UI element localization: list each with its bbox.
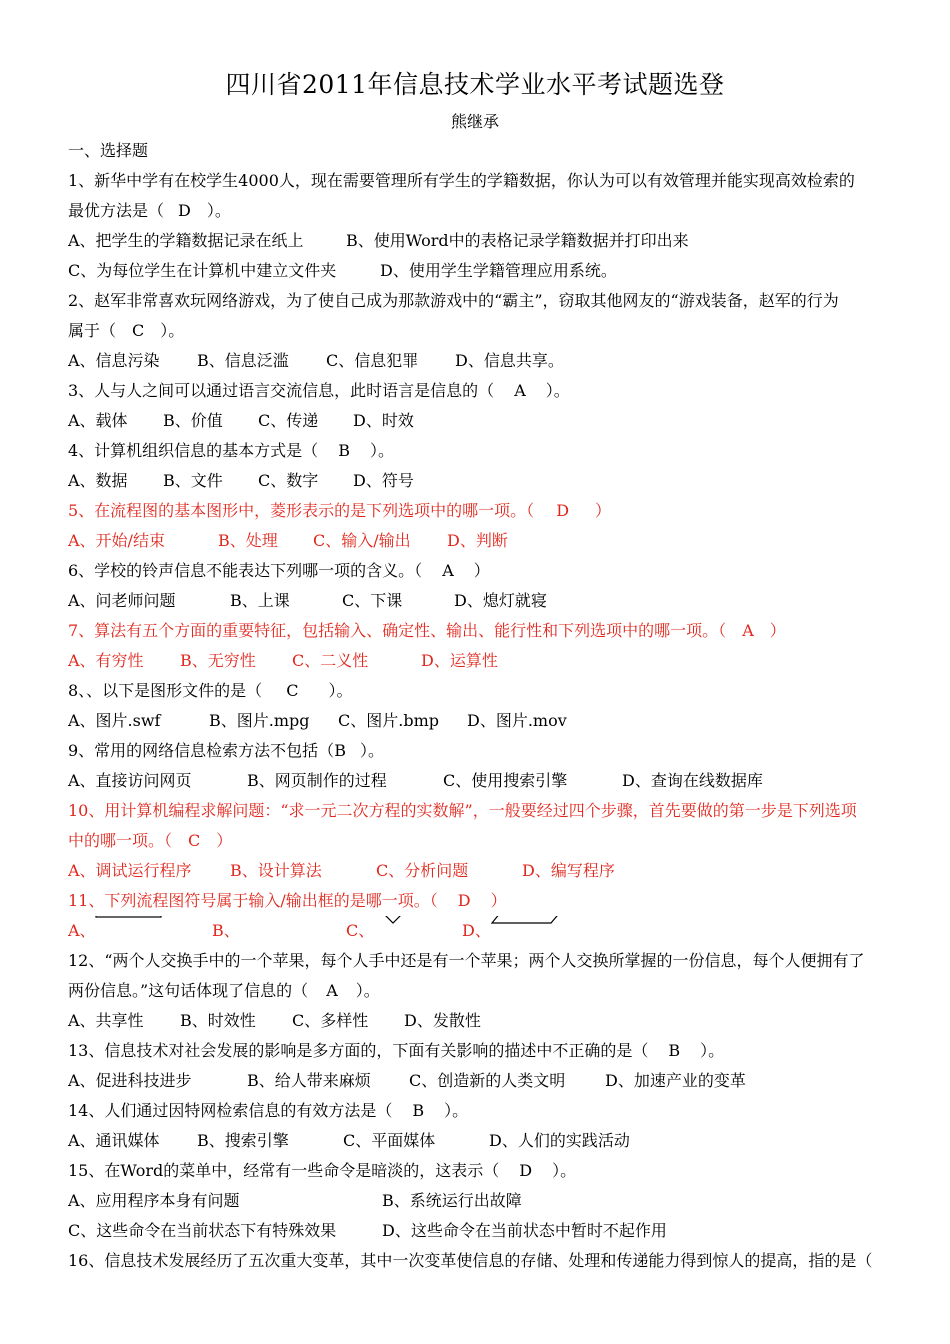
question-8-answer: C	[286, 681, 299, 700]
question-11-options: A、 B、 C、 D、	[68, 916, 883, 946]
question-10-options	[68, 856, 883, 886]
question-13-options	[68, 1066, 883, 1096]
question-7-option-a: A、有穷性	[68, 651, 144, 670]
question-12-text: 12、“两个人交换手中的一个苹果，每个人手中还是有一个苹果；两个人交换所掌握的一份信息，每个人便拥有了	[68, 951, 865, 970]
question-14-options	[68, 1126, 883, 1156]
question-4-options	[68, 466, 883, 496]
question-5-option-a: A、开始/结束	[68, 531, 165, 550]
question-7-option-b: B、无穷性	[180, 651, 256, 670]
question-10-option-c: C、分析问题	[376, 861, 469, 880]
question-8-options	[68, 706, 883, 736]
question-2-answer: C	[132, 321, 145, 340]
question-12-option-c: C、多样性	[292, 1011, 369, 1030]
question-3-options	[68, 406, 883, 436]
question-15-answer: D	[519, 1161, 533, 1180]
rectangle-icon	[95, 916, 163, 920]
question-5-text: 5、在流程图的基本图形中，菱形表示的是下列选项中的哪一项。（ D ）	[68, 496, 883, 526]
question-7-options	[68, 646, 883, 676]
question-15-option-b: B、系统运行出故障	[382, 1191, 522, 1210]
question-5-option-c: C、输入/输出	[313, 531, 411, 550]
question-15-text: 15、在Word的菜单中，经常有一些命令是暗淡的，这表示（ D ）。	[68, 1156, 883, 1186]
question-1-text-cont: 最优方法是（ D ）。	[68, 196, 883, 226]
question-8-option-b: B、图片.mpg	[209, 711, 310, 730]
question-4-option-a: A、数据	[68, 471, 128, 490]
question-10-answer: C	[188, 831, 201, 850]
question-3-answer: A	[514, 381, 526, 400]
question-2-text: 2、赵军非常喜欢玩网络游戏，为了使自己成为那款游戏中的“霸主”，窃取其他网友的“游戏装备，赵军的行为	[68, 291, 839, 310]
question-1-option-c: C、为每位学生在计算机中建立文件夹	[68, 261, 337, 280]
question-14-option-d: D、人们的实践活动	[489, 1131, 630, 1150]
question-10-option-d: D、编写程序	[522, 861, 615, 880]
parallelogram-icon	[491, 916, 575, 928]
question-2-option-c: C、信息犯罪	[326, 351, 419, 370]
question-9-options	[68, 766, 883, 796]
question-15-option-a: A、应用程序本身有问题	[68, 1191, 240, 1210]
question-1-text: 1、新华中学有在校学生4000人，现在需要管理所有学生的学籍数据，你认为可以有效管理并能实现高效检索的	[68, 171, 855, 190]
question-8-text: 8、、以下是图形文件的是（ C ）。	[68, 676, 883, 706]
question-9-text: 9、常用的网络信息检索方法不包括（B ）。	[68, 736, 883, 766]
question-14-option-a: A、通讯媒体	[68, 1131, 160, 1150]
question-1-option-b: B、使用Word中的表格记录学籍数据并打印出来	[346, 231, 689, 250]
question-12-answer: A	[326, 981, 338, 1000]
page-title: 四川省2011年信息技术学业水平考试题选登	[225, 70, 725, 99]
question-3-option-a: A、载体	[68, 411, 128, 430]
question-6-option-d: D、熄灯就寝	[454, 591, 547, 610]
question-12-option-b: B、时效性	[180, 1011, 256, 1030]
question-1-options-row2	[68, 256, 883, 286]
section-heading: 一、选择题	[68, 141, 149, 160]
question-10-option-a: A、调试运行程序	[68, 861, 192, 880]
question-13-answer: B	[668, 1041, 681, 1060]
question-2-option-d: D、信息共享。	[455, 351, 564, 370]
question-5-option-d: D、判断	[447, 531, 508, 550]
author-name: 熊继承	[450, 112, 499, 131]
question-7-text: 7、算法有五个方面的重要特征，包括输入、确定性、输出、能行性和下列选项中的哪一项。（ A ）	[68, 616, 883, 646]
question-5-options	[68, 526, 883, 556]
question-1-options-row1	[68, 226, 883, 256]
question-3-option-d: D、时效	[353, 411, 414, 430]
question-11-text: 11、下列流程图符号属于输入/输出框的是哪一项。（ D ）	[68, 886, 883, 916]
question-14-option-c: C、平面媒体	[343, 1131, 436, 1150]
question-16-text: 16、信息技术发展经历了五次重大变革，其中一次变革使信息的存储、处理和传递能力得到惊人的提高，指的是（	[68, 1251, 873, 1270]
question-4-option-c: C、数字	[258, 471, 319, 490]
question-8-option-a: A、图片.swf	[68, 711, 161, 730]
question-12-option-a: A、共享性	[68, 1011, 144, 1030]
question-14-text: 14、人们通过因特网检索信息的有效方法是（ B ）。	[68, 1096, 883, 1126]
question-4-text: 4、计算机组织信息的基本方式是（ B ）。	[68, 436, 883, 466]
question-9-answer: B	[334, 741, 346, 760]
question-list	[68, 136, 883, 1276]
question-3-option-c: C、传递	[258, 411, 319, 430]
question-12-text-cont: 两份信息。”这句话体现了信息的（ A ）。	[68, 976, 883, 1006]
question-6-option-b: B、上课	[230, 591, 290, 610]
question-15-options-row1	[68, 1186, 883, 1216]
question-10-text-cont: 中的哪一项。（ C ）	[68, 826, 883, 856]
question-15-options-row2	[68, 1216, 883, 1246]
question-10-text: 10、用计算机编程求解问题：“求一元二次方程的实数解”，一般要经过四个步骤，首先要做的第一步是下列选项	[68, 801, 857, 820]
question-2-text-cont: 属于（ C ）。	[68, 316, 883, 346]
question-12-options	[68, 1006, 883, 1036]
question-5-option-b: B、处理	[218, 531, 278, 550]
question-10-option-b: B、设计算法	[230, 861, 322, 880]
question-3-option-b: B、价值	[163, 411, 223, 430]
question-8-option-d: D、图片.mov	[467, 711, 567, 730]
question-4-option-b: B、文件	[163, 471, 223, 490]
question-15-option-c: C、这些命令在当前状态下有特殊效果	[68, 1221, 337, 1240]
question-6-option-a: A、问老师问题	[68, 591, 176, 610]
question-6-options	[68, 586, 883, 616]
question-9-option-a: A、直接访问网页	[68, 771, 192, 790]
question-6-answer: A	[442, 561, 454, 580]
question-9-option-b: B、网页制作的过程	[247, 771, 387, 790]
question-13-option-a: A、促进科技进步	[68, 1071, 192, 1090]
question-9-option-d: D、查询在线数据库	[622, 771, 763, 790]
question-1-answer: D	[178, 201, 191, 220]
question-2-option-b: B、信息泛滥	[197, 351, 289, 370]
question-7-option-d: D、运算性	[421, 651, 498, 670]
question-13-option-b: B、给人带来麻烦	[247, 1071, 371, 1090]
question-12-option-d: D、发散性	[404, 1011, 481, 1030]
question-13-option-c: C、创造新的人类文明	[409, 1071, 566, 1090]
question-14-option-b: B、搜索引擎	[197, 1131, 289, 1150]
question-6-option-c: C、下课	[342, 591, 403, 610]
question-7-answer: A	[742, 621, 754, 640]
question-4-option-d: D、符号	[353, 471, 414, 490]
question-4-answer: B	[338, 441, 350, 460]
question-15-option-d: D、这些命令在当前状态中暂时不起作用	[382, 1221, 667, 1240]
question-2-option-a: A、信息污染	[68, 351, 160, 370]
question-6-text: 6、学校的铃声信息不能表达下列哪一项的含义。（ A ）	[68, 556, 883, 586]
question-2-options	[68, 346, 883, 376]
diamond-icon	[373, 916, 413, 926]
question-13-text: 13、信息技术对社会发展的影响是多方面的，下面有关影响的描述中不正确的是（ B ）。	[68, 1036, 883, 1066]
question-11-answer: D	[457, 891, 471, 910]
question-14-answer: B	[412, 1101, 425, 1120]
question-7-option-c: C、二义性	[292, 651, 369, 670]
question-8-option-c: C、图片.bmp	[338, 711, 439, 730]
question-5-answer: D	[556, 501, 570, 520]
question-1-option-a: A、把学生的学籍数据记录在纸上	[68, 231, 304, 250]
question-9-option-c: C、使用搜索引擎	[443, 771, 568, 790]
question-3-text: 3、人与人之间可以通过语言交流信息，此时语言是信息的（ A ）。	[68, 376, 883, 406]
question-13-option-d: D、加速产业的变革	[605, 1071, 746, 1090]
question-1-option-d: D、使用学生学籍管理应用系统。	[380, 261, 617, 280]
